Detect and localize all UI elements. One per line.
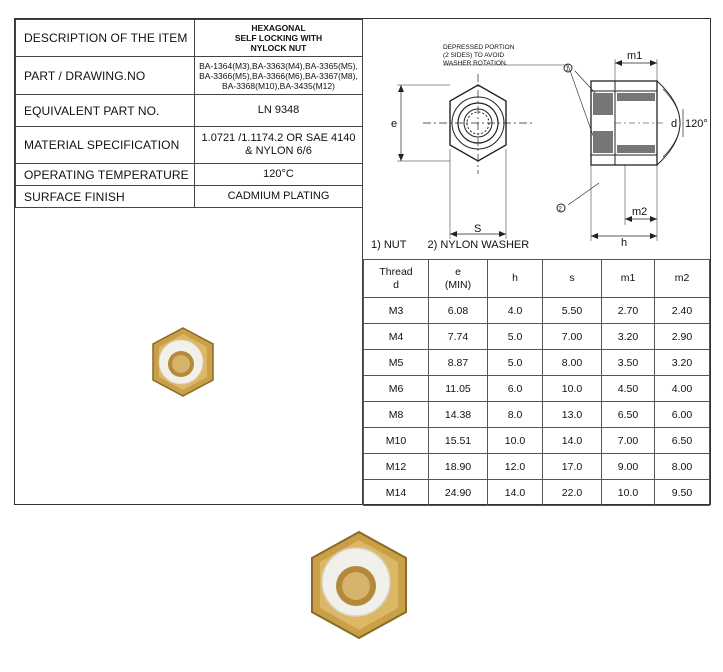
spec-row <box>16 164 363 186</box>
arrow-head <box>615 60 622 66</box>
table-cell: 4.0 <box>488 298 543 324</box>
table-cell: 4.00 <box>655 376 710 402</box>
table-cell: 10.0 <box>543 376 602 402</box>
hatch-washer <box>617 145 655 153</box>
table-cell: 7.74 <box>429 324 488 350</box>
arrow-head <box>650 216 657 222</box>
table-row <box>364 454 710 480</box>
table-cell: 9.50 <box>655 480 710 506</box>
table-cell: 14.38 <box>429 402 488 428</box>
nut-photo-small-svg <box>143 322 223 402</box>
table-cell: 18.90 <box>429 454 488 480</box>
table-row <box>364 324 710 350</box>
spec-value: CADMIUM PLATING <box>195 186 363 208</box>
col-header: m2 <box>655 260 710 298</box>
table-cell: 2.70 <box>602 298 655 324</box>
spec-label: PART / DRAWING.NO <box>16 57 195 95</box>
legend-nut: 1) NUT <box>371 239 407 251</box>
dims-body <box>364 298 710 506</box>
table-cell: 8.87 <box>429 350 488 376</box>
arrow-head <box>650 233 657 239</box>
hatch-nut <box>593 93 613 115</box>
dims-header-row <box>364 260 710 298</box>
table-cell: M4 <box>364 324 429 350</box>
table-cell: M5 <box>364 350 429 376</box>
arrow-head <box>591 233 598 239</box>
spec-table <box>15 19 363 208</box>
table-cell: 3.20 <box>602 324 655 350</box>
table-cell: 10.0 <box>602 480 655 506</box>
table-cell: 6.08 <box>429 298 488 324</box>
nut-photo-large-svg <box>300 526 418 644</box>
table-cell: 13.0 <box>543 402 602 428</box>
spec-label: EQUIVALENT PART NO. <box>16 95 195 127</box>
label-e: e <box>391 118 398 130</box>
spec-value: HEXAGONAL SELF LOCKING WITH NYLOCK NUT <box>195 20 363 57</box>
table-cell: M12 <box>364 454 429 480</box>
col-header: Thread d <box>364 260 429 298</box>
table-cell: 10.0 <box>488 428 543 454</box>
dimensions-table <box>363 259 710 506</box>
table-row <box>364 428 710 454</box>
bore-thread <box>172 355 190 373</box>
table-cell: 6.50 <box>602 402 655 428</box>
arrow-head <box>625 216 632 222</box>
table-cell: 3.50 <box>602 350 655 376</box>
hatch-washer <box>617 93 655 101</box>
table-cell: 14.0 <box>543 428 602 454</box>
label-angle: 120° <box>685 118 708 130</box>
table-cell: 14.0 <box>488 480 543 506</box>
label-m1: m1 <box>627 50 643 62</box>
spec-value: 1.0721 /1.1174.2 OR SAE 4140 & NYLON 6/6 <box>195 127 363 164</box>
arrow-head <box>499 231 506 237</box>
table-row <box>364 298 710 324</box>
parts-legend <box>371 239 547 251</box>
table-cell: 5.0 <box>488 324 543 350</box>
note-line: (2 SIDES) TO AVOID <box>443 52 505 59</box>
spec-value: 120°C <box>195 164 363 186</box>
table-cell: 5.0 <box>488 350 543 376</box>
col-header: h <box>488 260 543 298</box>
table-cell: M8 <box>364 402 429 428</box>
spec-row <box>16 95 363 127</box>
bore-thread <box>342 572 370 600</box>
table-cell: 17.0 <box>543 454 602 480</box>
table-cell: 12.0 <box>488 454 543 480</box>
table-cell: 5.50 <box>543 298 602 324</box>
table-cell: 22.0 <box>543 480 602 506</box>
table-cell: 7.00 <box>543 324 602 350</box>
callout-2: 2 <box>558 206 562 213</box>
label-s: S <box>474 223 482 235</box>
table-cell: 8.00 <box>655 454 710 480</box>
table-cell: M10 <box>364 428 429 454</box>
col-header: e (MIN) <box>429 260 488 298</box>
callout-leader <box>568 183 599 205</box>
callout-1: 1 <box>565 66 569 73</box>
table-cell: 2.40 <box>655 298 710 324</box>
spec-label: DESCRIPTION OF THE ITEM <box>16 20 195 57</box>
nut-photo-small <box>143 322 223 402</box>
nut-technical-drawing <box>363 19 710 259</box>
table-cell: M3 <box>364 298 429 324</box>
spec-label: MATERIAL SPECIFICATION <box>16 127 195 164</box>
table-row <box>364 480 710 506</box>
table-row <box>364 350 710 376</box>
spec-value: BA-1364(M3),BA-3363(M4),BA-3365(M5), BA-3366(M5),BA-3366(M6),BA-3367(M8), BA-3368(M10),BA-3435(M12) <box>195 57 363 95</box>
table-cell: 8.0 <box>488 402 543 428</box>
table-cell: 11.05 <box>429 376 488 402</box>
table-cell: 24.90 <box>429 480 488 506</box>
table-cell: 6.00 <box>655 402 710 428</box>
note-line: DEPRESSED PORTION <box>443 44 515 51</box>
table-cell: 2.90 <box>655 324 710 350</box>
legend-washer: 2) NYLON WASHER <box>427 239 530 251</box>
table-cell: 9.00 <box>602 454 655 480</box>
table-cell: 7.00 <box>602 428 655 454</box>
spec-value: LN 9348 <box>195 95 363 127</box>
table-cell: M14 <box>364 480 429 506</box>
arrow-head <box>450 231 457 237</box>
spec-row <box>16 57 363 95</box>
nut-photo-large <box>300 526 418 644</box>
table-cell: M6 <box>364 376 429 402</box>
drawing-note <box>443 44 516 67</box>
spec-row <box>16 127 363 164</box>
note-line: WASHER ROTATION. <box>443 60 508 67</box>
label-d: d <box>671 118 678 130</box>
table-cell: 8.00 <box>543 350 602 376</box>
hatch-nut <box>593 131 613 153</box>
spec-sheet <box>14 18 711 505</box>
spec-row <box>16 186 363 208</box>
table-row <box>364 402 710 428</box>
arrow-head <box>650 60 657 66</box>
col-header: m1 <box>602 260 655 298</box>
label-m2: m2 <box>632 206 648 218</box>
table-cell: 6.50 <box>655 428 710 454</box>
spec-label: SURFACE FINISH <box>16 186 195 208</box>
table-cell: 6.0 <box>488 376 543 402</box>
spec-label: OPERATING TEMPERATURE <box>16 164 195 186</box>
arrow-head <box>398 154 404 161</box>
label-h: h <box>621 237 628 249</box>
table-cell: 3.20 <box>655 350 710 376</box>
arrow-head <box>398 85 404 92</box>
table-row <box>364 376 710 402</box>
table-cell: 15.51 <box>429 428 488 454</box>
col-header: s <box>543 260 602 298</box>
spec-row <box>16 20 363 57</box>
table-cell: 4.50 <box>602 376 655 402</box>
callout-leader <box>575 71 597 95</box>
